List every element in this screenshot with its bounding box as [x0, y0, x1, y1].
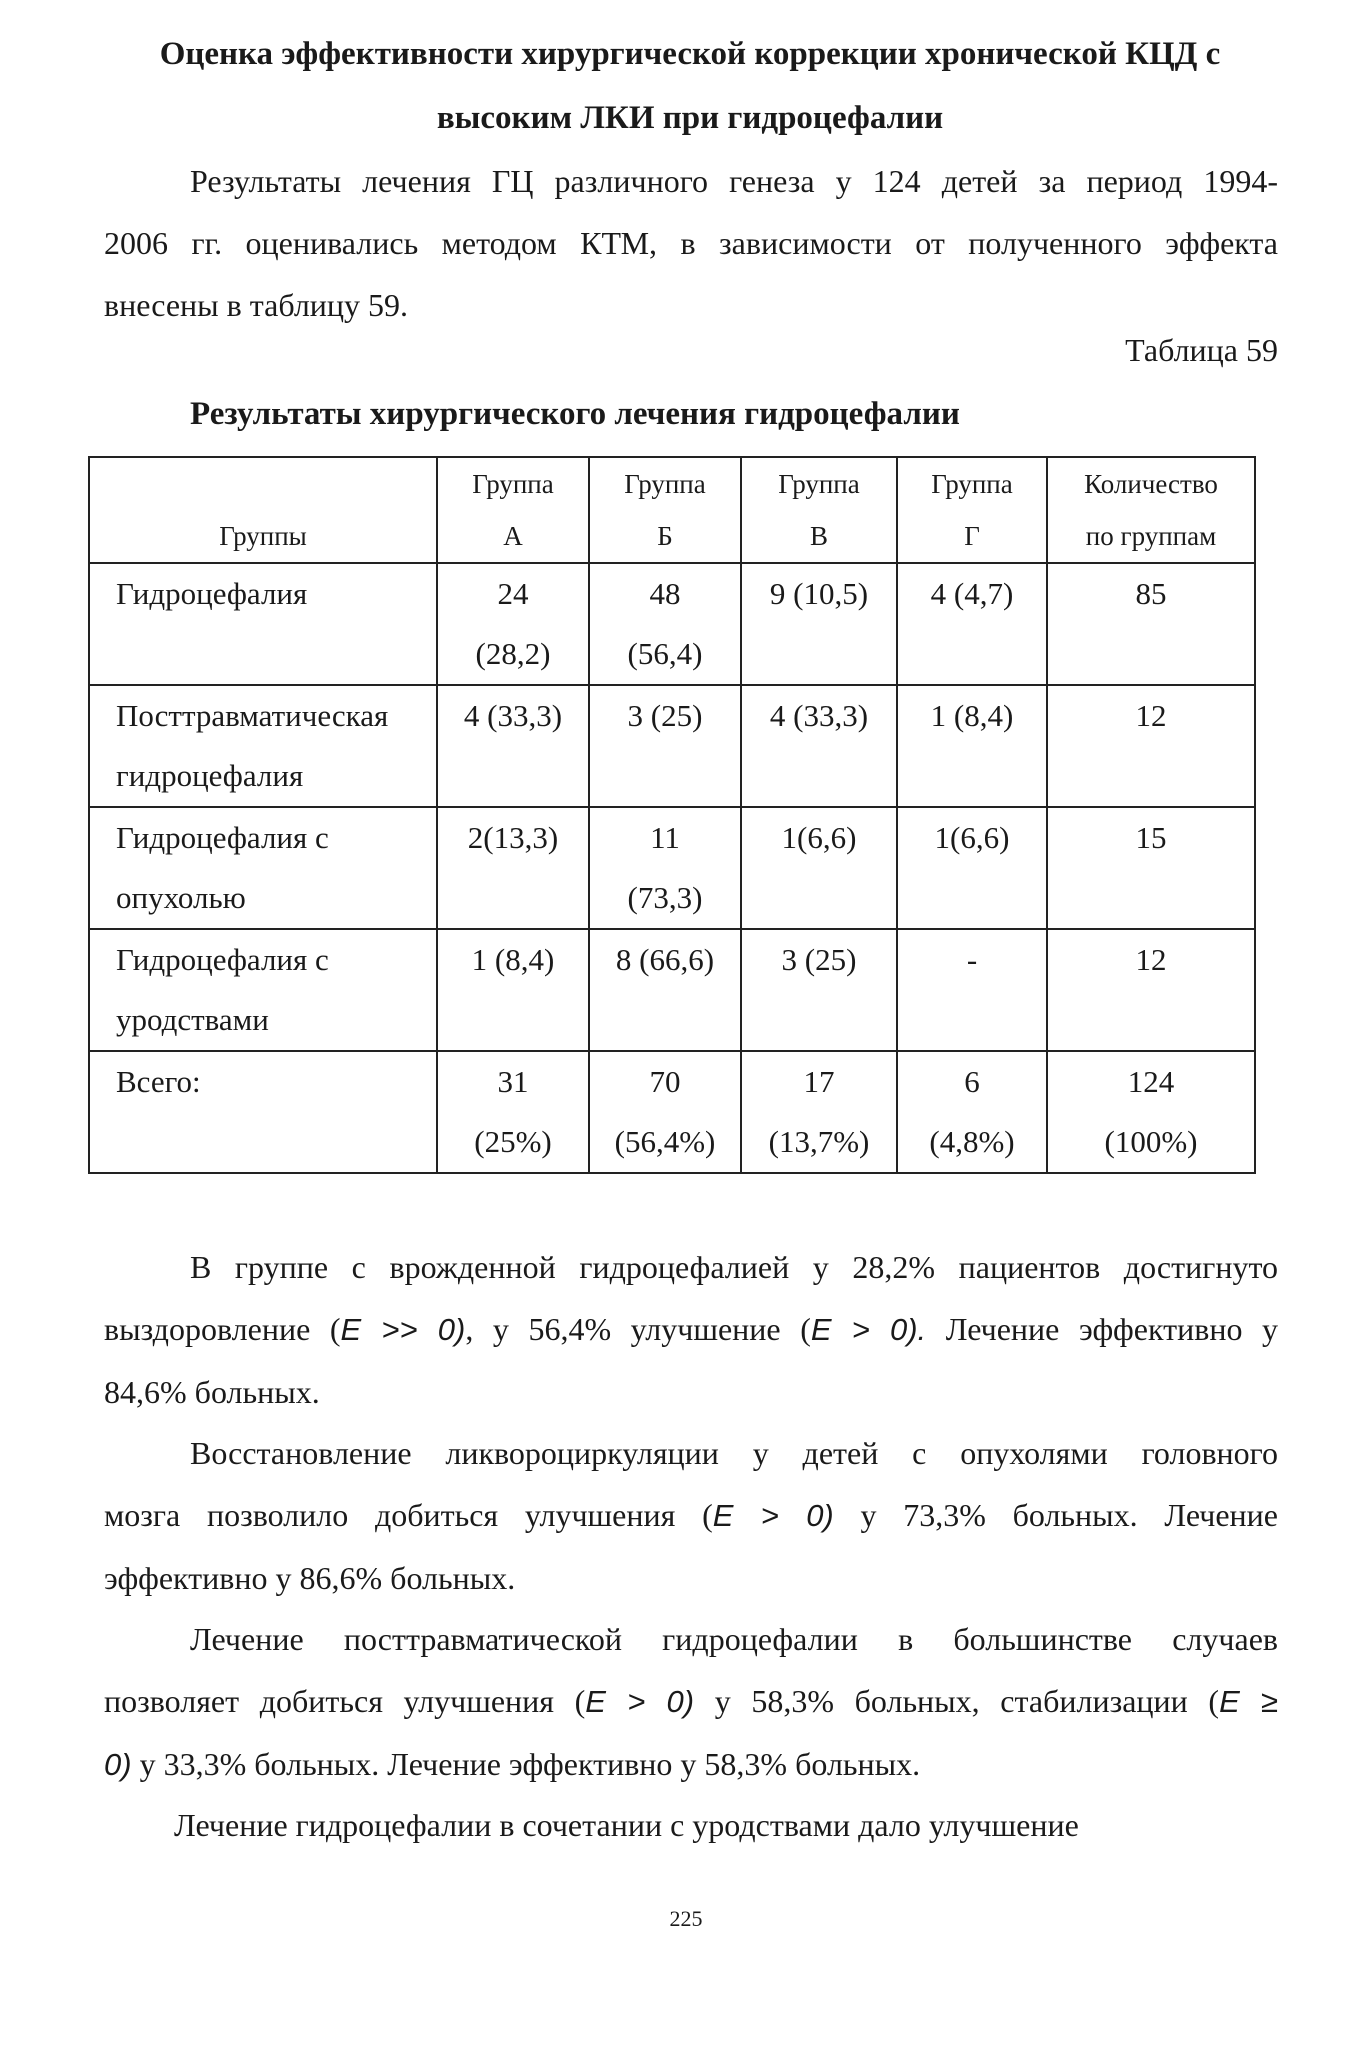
cell-v: 1(6,6) — [741, 807, 897, 929]
intro-line-2: 2006 гг. оценивались методом КТМ, в зависимости от полученного эффекта — [104, 225, 1278, 261]
cell-count: 12 — [1047, 929, 1255, 1051]
table-row — [89, 685, 1255, 807]
cell-b: 3 (25) — [589, 685, 741, 807]
cell-b: 70 (56,4%) — [589, 1051, 741, 1173]
table-row — [89, 563, 1255, 685]
cell-g: 6 (4,8%) — [897, 1051, 1047, 1173]
cell-count: 12 — [1047, 685, 1255, 807]
table-row-total — [89, 1051, 1255, 1173]
header-group-a: Группа А — [437, 457, 589, 563]
paragraph-congenital: В группе с врожденной гидроцефалией у 28,2% пациентов достигнуто выздоровление (E >> 0), у 56,4% улучшение (E > 0). Лечение эффективно у 84,6% больных. — [104, 1249, 1279, 1410]
cell-count: 124 (100%) — [1047, 1051, 1255, 1173]
header-count: Количество по группам — [1047, 457, 1255, 563]
cell-a: 1 (8,4) — [437, 929, 589, 1051]
results-table — [88, 456, 1256, 1174]
table-title: Результаты хирургического лечения гидроцефалии — [190, 396, 960, 432]
cell-count: 15 — [1047, 807, 1255, 929]
intro-line-1: Результаты лечения ГЦ различного генеза у 124 детей за период 1994- — [190, 163, 1278, 199]
header-groups: Группы — [89, 457, 437, 563]
row-label: Гидроцефалия — [89, 563, 437, 685]
cell-g: - — [897, 929, 1047, 1051]
cell-v: 17 (13,7%) — [741, 1051, 897, 1173]
row-label: Всего: — [89, 1051, 437, 1173]
cell-b: 48 (56,4) — [589, 563, 741, 685]
cell-a: 4 (33,3) — [437, 685, 589, 807]
header-group-g: Группа Г — [897, 457, 1047, 563]
cell-g: 1 (8,4) — [897, 685, 1047, 807]
cell-v: 9 (10,5) — [741, 563, 897, 685]
cell-a: 24 (28,2) — [437, 563, 589, 685]
cell-count: 85 — [1047, 563, 1255, 685]
row-label: Посттравматическая гидроцефалия — [89, 685, 437, 807]
table-header-row — [89, 457, 1255, 563]
paragraph-tumor: Восстановление ликвороциркуляции у детей с опухолями головного мозга позволило добиться улучшения (E > 0) у 73,3% больных. Лечение эффективно у 86,6% больных. — [104, 1435, 1279, 1596]
cell-a: 31 (25%) — [437, 1051, 589, 1173]
cell-a: 2(13,3) — [437, 807, 589, 929]
paragraph-malformations: Лечение гидроцефалии в сочетании с уродствами дало улучшение — [174, 1807, 1079, 1843]
table-row — [89, 929, 1255, 1051]
cell-v: 4 (33,3) — [741, 685, 897, 807]
paragraph-posttraumatic: Лечение посттравматической гидроцефалии в большинстве случаев позволяет добиться улучшения (E > 0) у 58,3% больных, стабилизации (E ≥ 0) у 33,3% больных. Лечение эффективно у 58,3% больных. — [104, 1621, 1279, 1782]
cell-b: 8 (66,6) — [589, 929, 741, 1051]
cell-g: 4 (4,7) — [897, 563, 1047, 685]
table-number: Таблица 59 — [1125, 332, 1278, 368]
table-row — [89, 807, 1255, 929]
intro-line-3: внесены в таблицу 59. — [104, 287, 409, 323]
header-group-b: Группа Б — [589, 457, 741, 563]
cell-b: 11 (73,3) — [589, 807, 741, 929]
cell-v: 3 (25) — [741, 929, 897, 1051]
heading-line-1: Оценка эффективности хирургической коррекции хронической КЦД с — [159, 36, 1221, 72]
intro-paragraph — [104, 150, 1278, 336]
row-label: Гидроцефалия с уродствами — [89, 929, 437, 1051]
header-group-v: Группа В — [741, 457, 897, 563]
cell-g: 1(6,6) — [897, 807, 1047, 929]
heading-line-2: высоким ЛКИ при гидроцефалии — [436, 100, 944, 136]
row-label: Гидроцефалия с опухолью — [89, 807, 437, 929]
section-heading — [100, 22, 1280, 150]
page-number: 225 — [669, 1906, 703, 1931]
